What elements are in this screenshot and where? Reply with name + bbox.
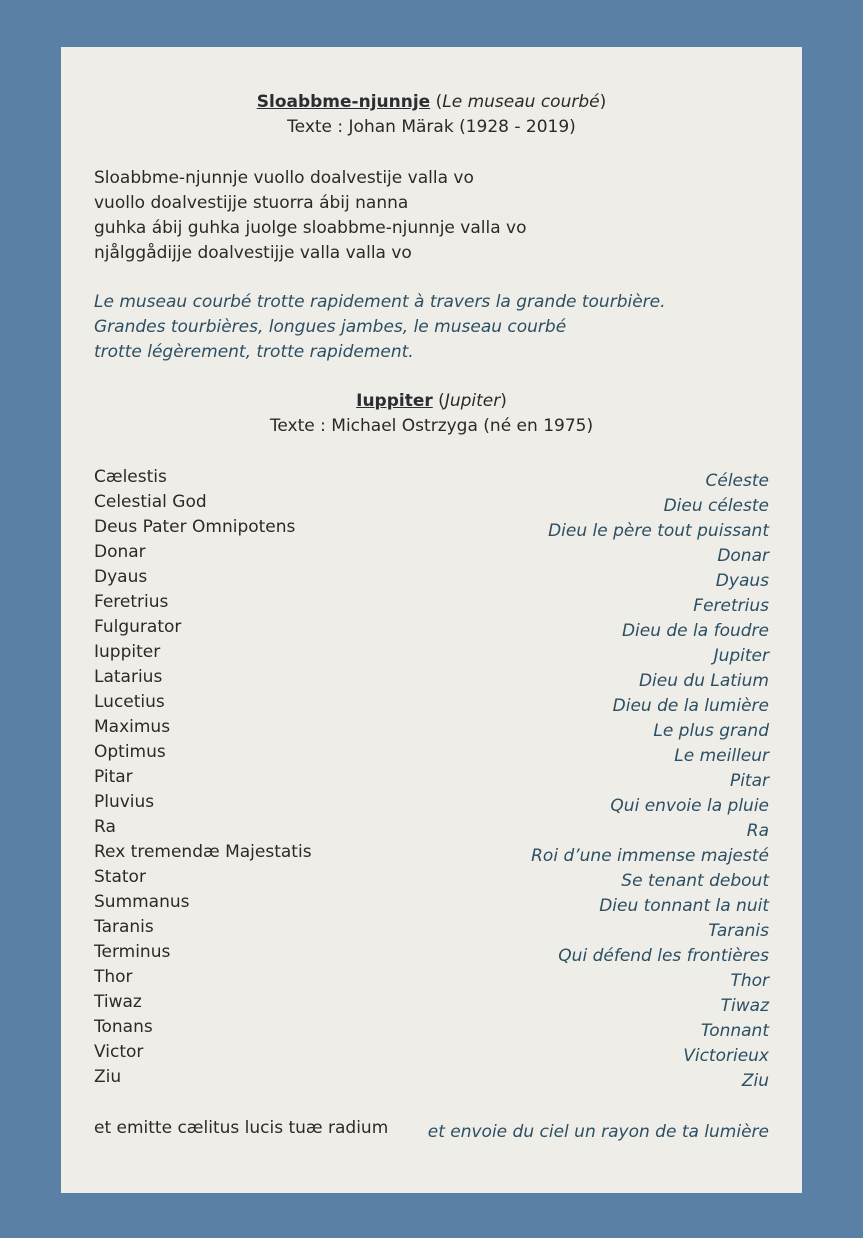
closing-french: et envoie du ciel un rayon de ta lumière bbox=[427, 1122, 769, 1142]
translation-line: trotte légèrement, trotte rapidement. bbox=[94, 342, 414, 362]
french-name: Dyaus bbox=[715, 571, 769, 591]
french-name: Le plus grand bbox=[653, 721, 769, 741]
latin-name: Tiwaz bbox=[94, 992, 142, 1012]
latin-name: Fulgurator bbox=[94, 617, 182, 637]
french-name: Le meilleur bbox=[674, 746, 769, 766]
french-names-column bbox=[439, 469, 769, 1094]
latin-name: Pluvius bbox=[94, 792, 155, 812]
section2-paren-close: ) bbox=[500, 391, 507, 411]
latin-names-column bbox=[94, 465, 424, 1090]
french-name: Qui défend les frontières bbox=[558, 946, 769, 966]
latin-name: Cælestis bbox=[94, 467, 167, 487]
section2-title: Iuppiter bbox=[356, 391, 433, 411]
latin-name: Rex tremendæ Majestatis bbox=[94, 842, 312, 862]
original-line: vuollo doalvestijje stuorra ábij nanna bbox=[94, 193, 409, 213]
latin-name: Iuppiter bbox=[94, 642, 161, 662]
french-name: Qui envoie la pluie bbox=[610, 796, 769, 816]
section2-paren-open: ( bbox=[432, 391, 445, 411]
french-name: Dieu de la foudre bbox=[621, 621, 769, 641]
latin-name: Summanus bbox=[94, 892, 190, 912]
paper-page bbox=[61, 47, 802, 1193]
latin-name: Dyaus bbox=[94, 567, 148, 587]
section1-credit: Texte : Johan Märak (1928 - 2019) bbox=[287, 117, 576, 137]
latin-name: Ra bbox=[94, 817, 116, 837]
french-name: Tonnant bbox=[700, 1021, 769, 1041]
french-name: Céleste bbox=[705, 471, 769, 491]
french-name: Dieu le père tout puissant bbox=[548, 521, 769, 541]
latin-name: Victor bbox=[94, 1042, 144, 1062]
latin-name: Deus Pater Omnipotens bbox=[94, 517, 296, 537]
original-line: Sloabbme-njunnje vuollo doalvestije valla vo bbox=[94, 168, 474, 188]
section1-paren-open: ( bbox=[430, 92, 443, 112]
latin-name: Taranis bbox=[94, 917, 154, 937]
section1-heading bbox=[61, 92, 802, 112]
latin-name: Pitar bbox=[94, 767, 133, 787]
latin-name: Latarius bbox=[94, 667, 163, 687]
translation-line: Grandes tourbières, longues jambes, le museau courbé bbox=[94, 317, 567, 337]
latin-name: Ziu bbox=[94, 1067, 122, 1087]
french-name: Se tenant debout bbox=[621, 871, 769, 891]
french-name: Tiwaz bbox=[720, 996, 769, 1016]
latin-name: Lucetius bbox=[94, 692, 165, 712]
french-name: Dieu du Latium bbox=[638, 671, 769, 691]
section1-original-stanza bbox=[94, 166, 527, 266]
latin-name: Optimus bbox=[94, 742, 166, 762]
latin-name: Tonans bbox=[94, 1017, 153, 1037]
latin-name: Thor bbox=[94, 967, 133, 987]
french-name: Ra bbox=[746, 821, 769, 841]
original-line: njålggådijje doalvestijje valla valla vo bbox=[94, 243, 412, 263]
french-name: Dieu de la lumière bbox=[612, 696, 769, 716]
latin-name: Terminus bbox=[94, 942, 171, 962]
french-name: Feretrius bbox=[693, 596, 769, 616]
latin-name: Feretrius bbox=[94, 592, 169, 612]
french-name: Victorieux bbox=[683, 1046, 769, 1066]
french-name: Jupiter bbox=[713, 646, 769, 666]
latin-name: Stator bbox=[94, 867, 146, 887]
section1-translation-stanza bbox=[94, 290, 666, 365]
latin-name: Maximus bbox=[94, 717, 171, 737]
french-name: Ziu bbox=[741, 1071, 769, 1091]
original-line: guhka ábij guhka juolge sloabbme-njunnje valla vo bbox=[94, 218, 527, 238]
french-name: Donar bbox=[717, 546, 769, 566]
closing-latin: et emitte cælitus lucis tuæ radium bbox=[94, 1118, 389, 1138]
translation-line: Le museau courbé trotte rapidement à travers la grande tourbière. bbox=[94, 292, 666, 312]
french-name: Pitar bbox=[729, 771, 769, 791]
french-name: Roi d’une immense majesté bbox=[531, 846, 769, 866]
french-name: Dieu tonnant la nuit bbox=[599, 896, 769, 916]
section2-title-translation: Jupiter bbox=[444, 391, 501, 411]
latin-name: Celestial God bbox=[94, 492, 207, 512]
french-name: Taranis bbox=[708, 921, 769, 941]
section2-credit: Texte : Michael Ostrzyga (né en 1975) bbox=[269, 416, 594, 436]
section1-title-translation: Le museau courbé bbox=[442, 92, 600, 112]
section2-heading bbox=[61, 391, 802, 411]
french-name: Dieu céleste bbox=[663, 496, 769, 516]
french-name: Thor bbox=[730, 971, 769, 991]
section1-paren-close: ) bbox=[599, 92, 607, 112]
section1-title: Sloabbme-njunnje bbox=[256, 92, 431, 112]
latin-name: Donar bbox=[94, 542, 146, 562]
